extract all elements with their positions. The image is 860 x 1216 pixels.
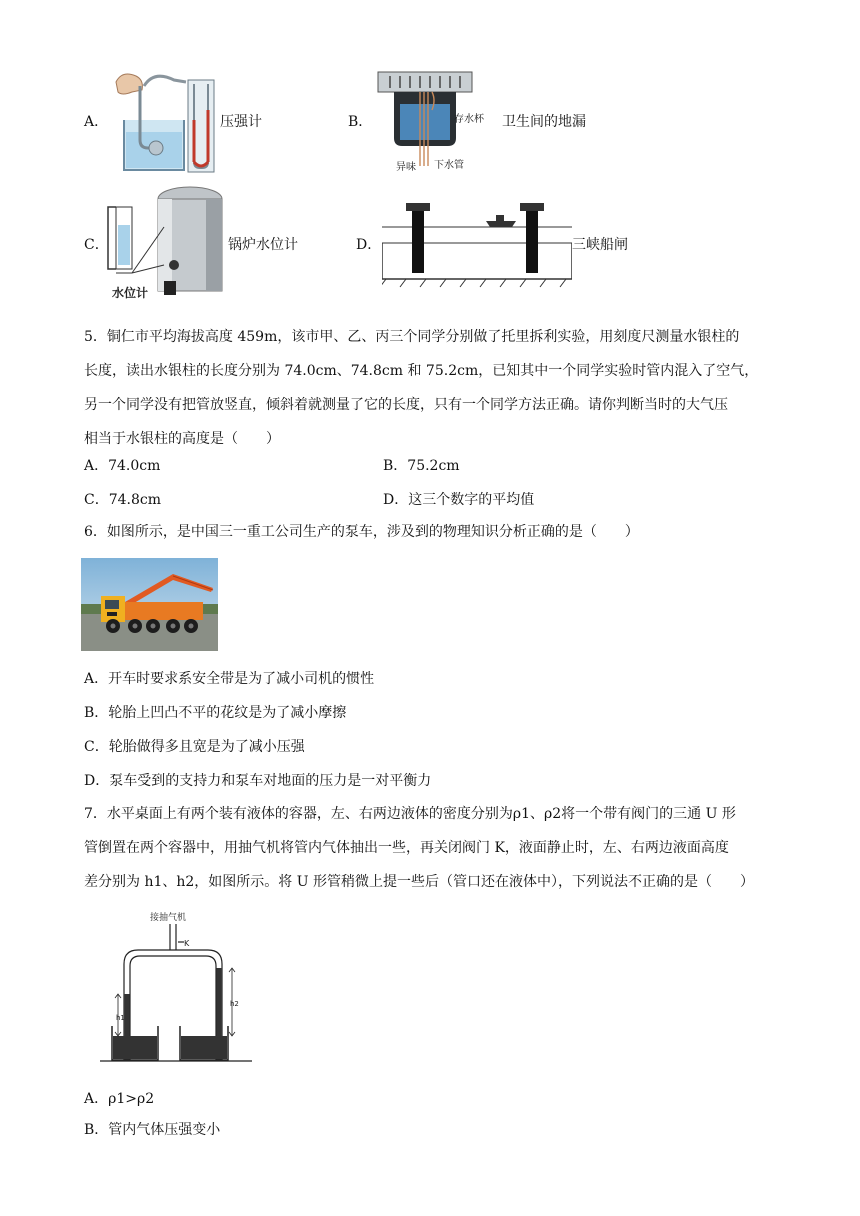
u-tube-figure: [98, 908, 254, 1064]
pump-label: 接抽气机: [150, 913, 187, 923]
h1-label: h1: [116, 1014, 125, 1022]
water-gauge-label: 水位计: [112, 286, 149, 300]
q5-option-d: D．这三个数字的平均值: [383, 492, 535, 508]
valve-label: K: [184, 939, 190, 948]
q5-stem: [84, 320, 784, 456]
q6-option-d: D．泵车受到的支持力和泵车对地面的压力是一对平衡力: [84, 773, 432, 789]
drain-cup-label: 存水杯: [454, 114, 484, 125]
q4-option-d-caption: 三峡船闸: [572, 237, 628, 253]
pressure-gauge-figure: [114, 70, 224, 180]
q6-option-c: C．轮胎做得多且宽是为了减小压强: [84, 739, 305, 755]
q6-option-a: A．开车时要求系安全带是为了减小司机的惯性: [84, 671, 375, 687]
q7-stem: [84, 797, 784, 899]
q5-stem-line-2: 长度，读出水银柱的长度分别为 74.0cm、74.8cm 和 75.2cm，已知其中一个同学实验时管内混入了空气，: [84, 363, 759, 379]
q4-option-c-caption: 锅炉水位计: [228, 237, 298, 253]
ship-lock-figure: [382, 197, 572, 289]
q4-option-d-label: D．: [356, 237, 382, 253]
h2-label: h2: [230, 1000, 239, 1008]
q4-option-c-label: C．: [84, 237, 109, 253]
q7-stem-line-3: 差分别为 h1、h2，如图所示。将 U 形管稍微上提一些后（管口还在液体中），下列说法不正确的是（ ）: [84, 874, 754, 890]
q7-option-a: A．ρ1>ρ2: [84, 1091, 155, 1107]
drain-pipe-label: 下水管: [434, 160, 464, 171]
q5-stem-line-4: 相当于水银柱的高度是（ ）: [84, 431, 280, 447]
q4-option-a-label: A．: [84, 114, 109, 130]
q7-option-b: B．管内气体压强变小: [84, 1122, 221, 1138]
q5-option-a: A．74.0cm: [84, 458, 161, 474]
q4-option-a-caption: 压强计: [220, 114, 262, 130]
drain-smell-label: 异味: [396, 162, 416, 173]
floor-drain-figure: [376, 70, 506, 178]
boiler-gauge-figure: [102, 185, 232, 303]
q5-stem-line-1: 5．铜仁市平均海拔高度 459m，该市甲、乙、丙三个同学分别做了托里拆利实验，用刻度尺测量水银柱的: [84, 329, 740, 345]
q6-option-b: B．轮胎上凹凸不平的花纹是为了减小摩擦: [84, 705, 347, 721]
q7-stem-line-1: 7．水平桌面上有两个装有液体的容器，左、右两边液体的密度分别为ρ1、ρ2将一个带有阀门的三通 U 形: [84, 806, 736, 822]
q4-option-b-caption: 卫生间的地漏: [502, 114, 586, 130]
q5-option-b: B．75.2cm: [383, 458, 460, 474]
q4-option-b-label: B．: [348, 114, 373, 130]
q6-stem: 6．如图所示，是中国三一重工公司生产的泵车，涉及到的物理知识分析正确的是（ ）: [84, 524, 639, 540]
pump-truck-photo: [81, 558, 218, 651]
q5-stem-line-3: 另一个同学没有把管放竖直，倾斜着就测量了它的长度，只有一个同学方法正确。请你判断当时的大气压: [84, 397, 728, 413]
q5-option-c: C．74.8cm: [84, 492, 161, 508]
q7-stem-line-2: 管倒置在两个容器中，用抽气机将管内气体抽出一些，再关闭阀门 K，液面静止时，左、右两边液面高度: [84, 840, 729, 856]
